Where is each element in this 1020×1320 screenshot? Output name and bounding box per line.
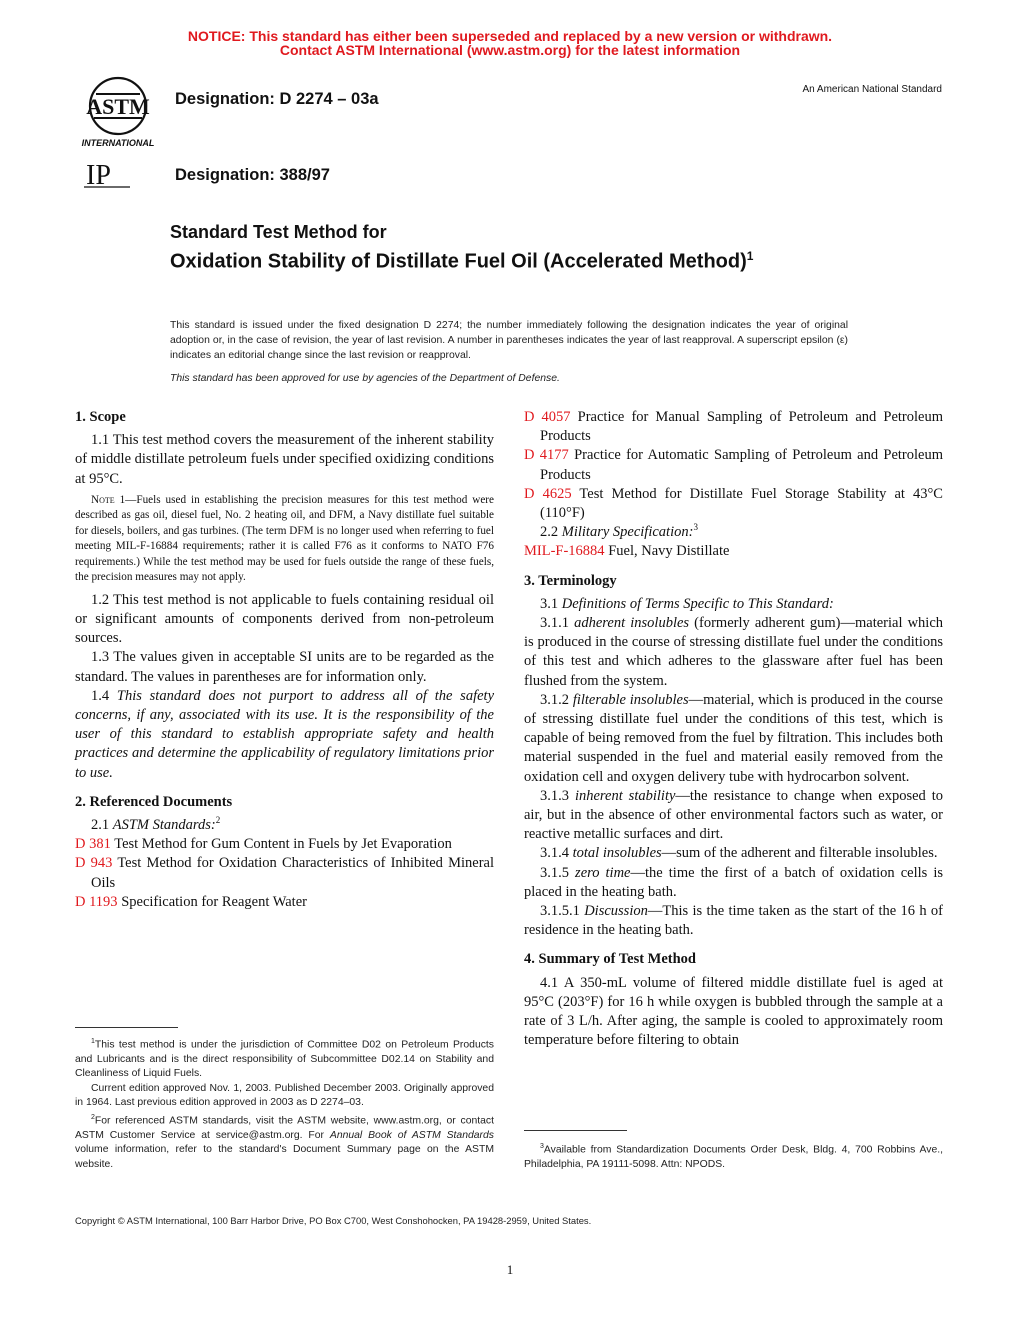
ref-title: Practice for Manual Sampling of Petroleum and Petroleum Products: [540, 409, 943, 445]
term-3-1-2: [524, 691, 943, 787]
astm-logo-icon: [72, 74, 164, 150]
footnote-2: [75, 1111, 494, 1172]
issuance-statement: This standard is issued under the fixed designation D 2274; the number immediately following the designation indicates the year of original adoption or, in the case of revision, the year of last revision. A number in parentheses indicates the year of last reapproval. A superscript epsilon (ε) indicates an editorial change since the last revision or reapproval.: [170, 320, 848, 361]
para-2-1-text: ASTM Standards:: [112, 817, 216, 834]
american-national-standard: An American National Standard: [802, 84, 942, 95]
ref-code-link[interactable]: D 4057: [524, 409, 571, 425]
dod-approval-statement: This standard has been approved for use by agencies of the Department of Defense.: [170, 373, 560, 384]
footnote-rule-right: [524, 1130, 627, 1131]
designation-ip: Designation: 388/97: [175, 166, 330, 184]
term-definition: —the time the first of a batch of oxidation cells is placed in the heating bath.: [524, 864, 943, 900]
term-num: 3.1.2: [540, 691, 569, 708]
designation-astm: Designation: D 2274 – 03a: [175, 90, 379, 108]
ref-code-link[interactable]: D 4177: [524, 447, 569, 464]
ref-d1193: [75, 893, 494, 912]
title-footnote-mark: 1: [746, 249, 754, 263]
notice-line-2: Contact ASTM International (www.astm.org) for the latest information: [279, 42, 741, 58]
ref-code-link[interactable]: D 943: [75, 855, 113, 872]
ref-code-link[interactable]: D 1193: [75, 893, 118, 910]
para-4-1: 4.1 A 350-mL volume of filtered middle distillate fuel is aged at 95°C (203°F) for 16 h while oxygen is bubbled through the sample at a rate of 3 L/h. After aging, the sample is cooled to approximately room temperature before filtering to obtain: [524, 974, 943, 1049]
term-name: Discussion: [584, 903, 648, 920]
term-3-1-5: [524, 864, 943, 902]
title-line-1: Standard Test Method for: [170, 222, 387, 242]
para-1-3: 1.3 The values given in acceptable SI units are to be regarded as the standard. The values in parentheses are for information only.: [75, 649, 494, 685]
term-3-1-1: [524, 614, 943, 691]
term-3-1-5-1: [524, 902, 943, 940]
ref-code-link[interactable]: MIL-F-16884: [524, 543, 605, 560]
para-1-4: [75, 687, 494, 783]
footnote-mark: 3: [540, 1143, 544, 1150]
term-num: 3.1.5.1: [540, 903, 580, 920]
ref-code-link[interactable]: D 4625: [524, 485, 572, 502]
para-2-2-num: 2.2: [540, 524, 559, 541]
ref-d4057: [524, 408, 943, 446]
ref-mil-f-16884: [524, 542, 943, 561]
section-scope-heading: 1. Scope: [75, 409, 126, 425]
footnote-text: volume information, refer to the standard's Document Summary page on the ASTM website.: [75, 1144, 494, 1170]
ref-title: Fuel, Navy Distillate: [608, 543, 730, 560]
para-2-1: [75, 816, 494, 835]
footnote-rule-left: [75, 1027, 178, 1028]
para-2-1-num: 2.1: [91, 817, 110, 834]
ref-title: Practice for Automatic Sampling of Petroleum and Petroleum Products: [540, 447, 944, 483]
section-summary-heading: 4. Summary of Test Method: [524, 951, 696, 968]
para-2-2-text: Military Specification:: [561, 524, 694, 541]
term-3-1-4: [524, 844, 943, 863]
ref-title: Test Method for Oxidation Characteristics of Inhibited Mineral Oils: [91, 855, 494, 891]
footnote-text: For referenced ASTM standards, visit the ASTM website, www.astm.org, or contact ASTM Customer Service at service@astm.org. For: [75, 1115, 494, 1141]
para-3-1-num: 3.1: [540, 595, 559, 612]
left-column: [75, 408, 494, 912]
notice-line-1: NOTICE: This standard has either been superseded and replaced by a new version or withdrawn.: [187, 28, 833, 44]
para-1-2: 1.2 This test method is not applicable to fuels containing residual oil or significant amounts of components derived from non-petroleum sources.: [75, 591, 494, 647]
term-name: filterable insolubles: [572, 691, 689, 708]
footnotes-right: [524, 1140, 943, 1172]
term-name: zero time: [575, 864, 631, 881]
term-definition: —material, which is produced in the course of stressing distillate fuel under the conditions of this test, which is capable of being removed from the fuel by filtration. This includes both material suspended in the fuel and material easily removed from the oxidation cell and oxygen delivery tube with hydrocarbon solvent.: [524, 691, 943, 785]
term-definition: —the resistance to change when exposed to air, but in the absence of other environmental factors such as water, or reactive metallic surfaces and dirt.: [524, 787, 943, 843]
footnote-text: This test method is under the jurisdiction of Committee D02 on Petroleum Products and Lubricants and is the direct responsibility of Subcommittee D02.14 on Stability and Cleanliness of Liquid Fuels.: [75, 1039, 494, 1080]
note-text: —Fuels used in establishing the precision measures for this test method were described as gas oil, diesel fuel, No. 2 heating oil, and DFM, a Navy distillate fuel suitable for diesels, boilers, and gas turbines. (The term DFM is no longer used when referring to fuel meeting MIL-F-16884 requirements; rather it is called F76 as it conforms to NATO F76 requirements.) While the test method may be used for fuels outside the range of these fuels, the precision measures may not apply.: [75, 493, 494, 584]
para-2-2: [524, 523, 943, 542]
ref-title: Test Method for Distillate Fuel Storage Stability at 43°C (110°F): [540, 485, 943, 522]
para-2-2-fn: 3: [693, 522, 698, 533]
para-3-1: [524, 595, 943, 614]
svg-text:ASTM: ASTM: [86, 94, 150, 119]
term-num: 3.1.5: [540, 864, 569, 881]
term-num: 3.1.1: [540, 615, 569, 632]
ref-title: Test Method for Gum Content in Fuels by Jet Evaporation: [114, 836, 452, 853]
term-3-1-3: [524, 787, 943, 845]
ref-title: Specification for Reagent Water: [121, 893, 307, 910]
term-definition: (formerly adherent gum)—material which is produced in the course of stressing distillate fuel under the conditions of this test and which adheres to the glassware after fuel has been flushed from the system.: [524, 615, 944, 689]
ref-code-link[interactable]: D 381: [75, 836, 111, 853]
ref-d943: [75, 854, 494, 892]
footnote-text-italic: Annual Book of ASTM Standards: [329, 1129, 494, 1141]
term-num: 3.1.4: [540, 845, 569, 862]
footnote-mark: 1: [91, 1038, 95, 1045]
ref-d4625: [524, 485, 943, 523]
section-referenced-docs-heading: 2. Referenced Documents: [75, 793, 233, 810]
para-1-4-num: 1.4: [91, 687, 110, 704]
para-1-1: 1.1 This test method covers the measurement of the inherent stability of middle distillate petroleum fuels under specified oxidizing conditions at 95°C.: [75, 432, 494, 487]
copyright-line: Copyright © ASTM International, 100 Barr Harbor Drive, PO Box C700, West Conshohocken, PA 19428-2959, United States.: [75, 1215, 592, 1226]
term-name: inherent stability: [574, 787, 676, 804]
footnote-1: [75, 1035, 494, 1082]
term-name: adherent insolubles: [574, 615, 690, 632]
term-num: 3.1.3: [540, 787, 569, 804]
footnote-1b: Current edition approved Nov. 1, 2003. Published December 2003. Originally approved in 1964. Last previous edition approved in 2003 as D 2274–03.: [75, 1082, 494, 1109]
footnote-mark: 2: [91, 1113, 95, 1121]
astm-logo: [72, 74, 164, 150]
ip-logo: [84, 160, 134, 190]
svg-text:INTERNATIONAL: INTERNATIONAL: [81, 138, 155, 148]
document-title: [170, 220, 810, 274]
term-definition: —This is the time taken as the start of the 16 h of residence in the heating bath.: [524, 903, 943, 939]
para-1-4-text: This standard does not purport to address all of the safety concerns, if any, associated with its use. It is the responsibility of the user of this standard to establish appropriate safety and health practices and determine the applicability of regulatory limitations prior to use.: [75, 687, 495, 781]
term-name: total insolubles: [572, 845, 662, 862]
para-2-1-fn: 2: [215, 815, 221, 826]
right-column: [524, 408, 943, 1051]
footnote-3: [524, 1140, 943, 1172]
title-line-2: Oxidation Stability of Distillate Fuel Oil (Accelerated Method): [170, 250, 747, 273]
footnote-text: Available from Standardization Documents Order Desk, Bldg. 4, 700 Robbins Ave., Philadelphia, PA 19111-5098. Attn: NPODS.: [524, 1144, 943, 1170]
svg-text:IP: IP: [86, 160, 111, 190]
term-definition: —sum of the adherent and filterable insolubles.: [661, 845, 938, 862]
para-3-1-text: Definitions of Terms Specific to This Standard:: [561, 595, 834, 612]
note-1: [75, 493, 494, 586]
ref-d381: [75, 835, 494, 854]
footnotes-left: [75, 1035, 494, 1172]
ref-d4177: [524, 446, 943, 484]
page-number: 1: [506, 1262, 514, 1277]
ip-logo-icon: [84, 160, 134, 190]
section-terminology-heading: 3. Terminology: [524, 572, 617, 589]
note-label: Note 1: [91, 493, 126, 506]
